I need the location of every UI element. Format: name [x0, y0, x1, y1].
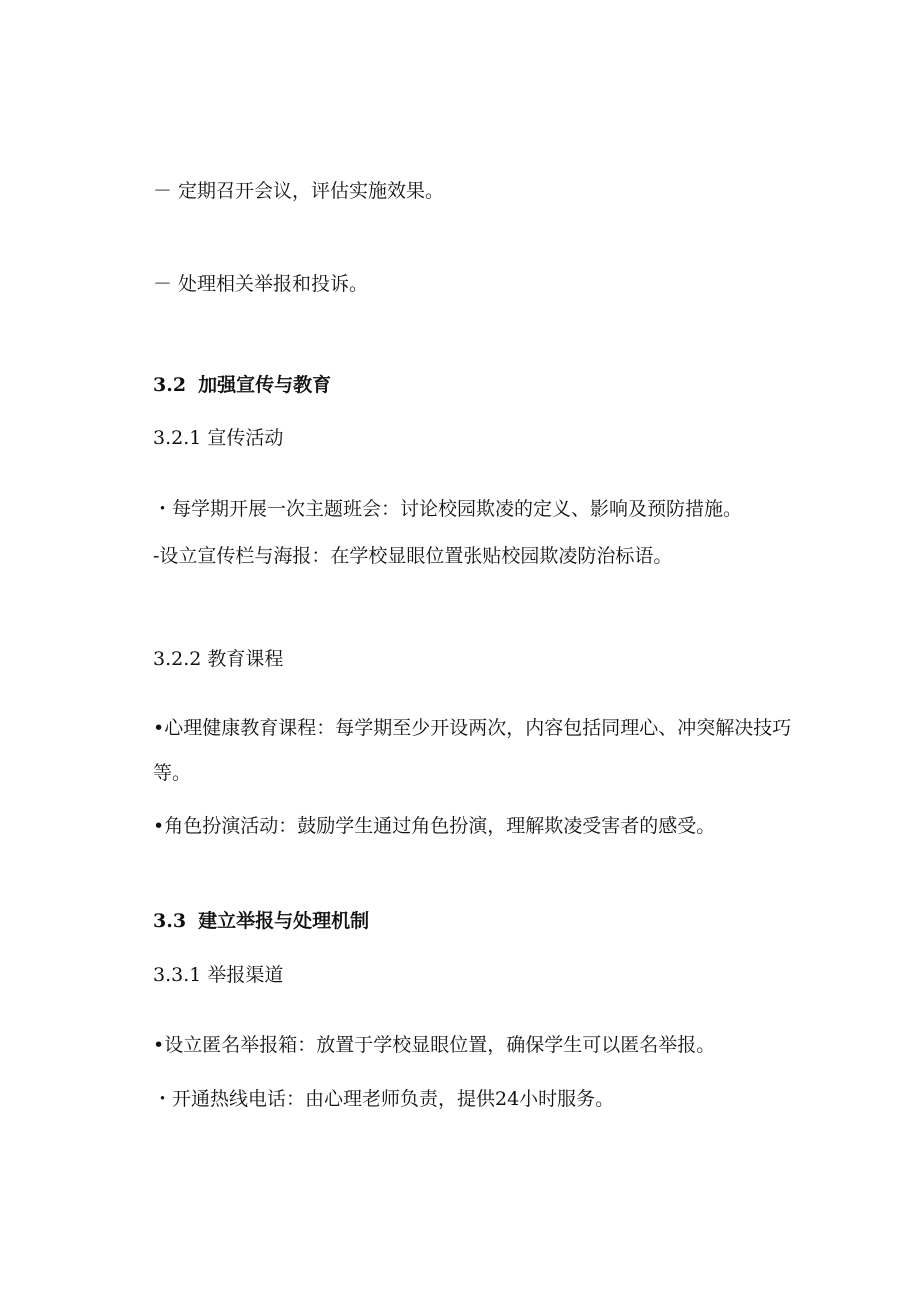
subsection-title: 教育课程: [207, 648, 284, 670]
section-number: 3.2: [153, 374, 187, 396]
list-item-hotline: ・开通热线电话：由心理老师负责，提供24小时服务。: [153, 1088, 615, 1110]
section-title: 建立举报与处理机制: [198, 910, 370, 932]
subsection-heading-3-3-1: [153, 961, 830, 989]
subsection-number: 3.2.1: [153, 427, 202, 449]
section-title: 加强宣传与教育: [198, 374, 332, 396]
list-item-complaints: － 处理相关举报和投诉。: [153, 273, 369, 295]
subsection-heading-3-2-2: [153, 645, 830, 673]
list-item-anonymous-box: •设立匿名举报箱：放置于学校显眼位置，确保学生可以匿名举报。: [153, 1034, 716, 1056]
list-item-meeting: － 定期召开会议，评估实施效果。: [153, 180, 445, 202]
list-item-posters: -设立宣传栏与海报：在学校显眼位置张贴校园欺凌防治标语。: [153, 545, 673, 567]
subsection-title: 宣传活动: [207, 427, 284, 449]
section-heading-3-2: [153, 371, 830, 399]
subsection-number: 3.3.1: [153, 964, 202, 986]
list-item-role-play: •角色扮演活动：鼓励学生通过角色扮演，理解欺凌受害者的感受。: [153, 815, 716, 837]
subsection-heading-3-2-1: [153, 424, 830, 452]
subsection-number: 3.2.2: [153, 648, 202, 670]
subsection-title: 举报渠道: [207, 964, 284, 986]
list-item-class-meeting: ・每学期开展一次主题班会：讨论校园欺凌的定义、影响及预防措施。: [153, 498, 743, 520]
section-number: 3.3: [153, 910, 187, 932]
section-heading-3-3: [153, 907, 830, 935]
list-item-mental-health: •心理健康教育课程：每学期至少开设两次，内容包括同理心、冲突解决技巧等。: [153, 717, 792, 784]
